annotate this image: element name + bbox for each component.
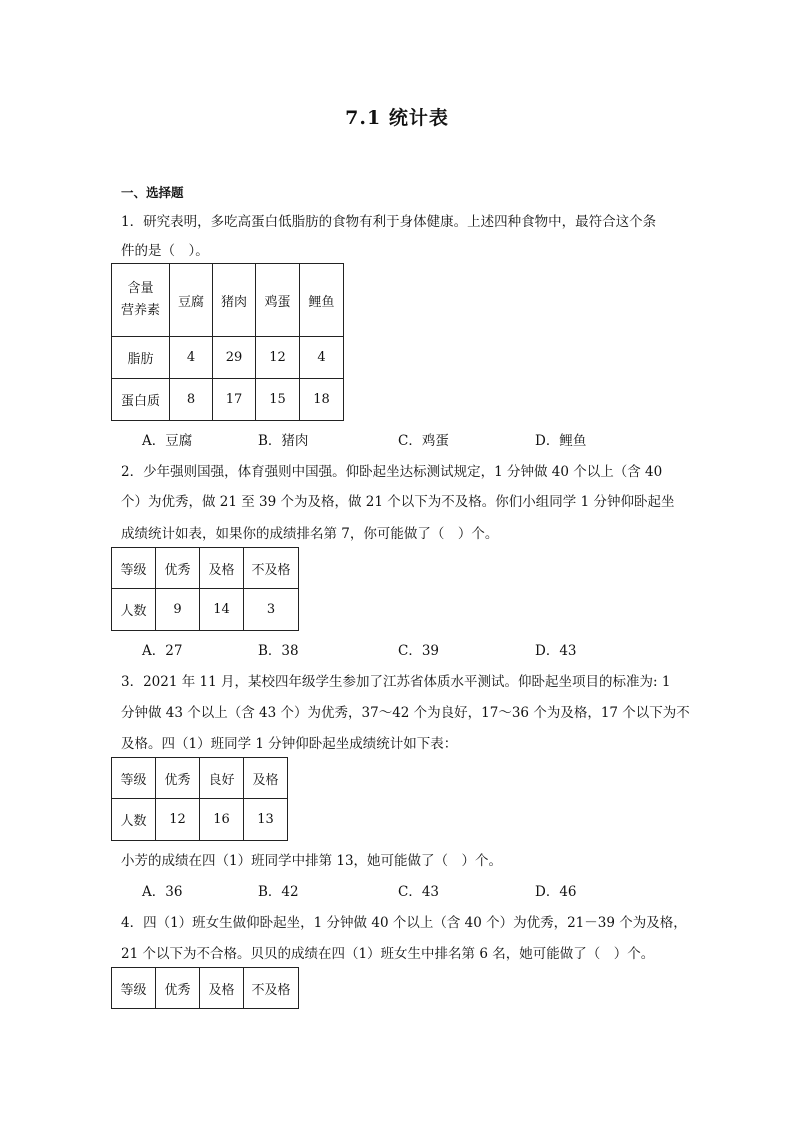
option-b[interactable]: B．38	[258, 643, 299, 659]
option-a[interactable]: A．27	[142, 643, 183, 659]
section-heading: 一、选择题	[121, 185, 184, 200]
table-header-cell: 良好	[200, 758, 244, 799]
q2-text-line-2: 个）为优秀，做 21 至 39 个为及格，做 21 个以下为不及格。你们小组同学 1 分钟仰卧起坐	[121, 494, 675, 510]
table-cell: 12	[256, 337, 300, 379]
q3-text-after-table: 小芳的成绩在四（1）班同学中排第 13，她可能做了（ ）个。	[121, 853, 503, 869]
option-a[interactable]: A．36	[142, 884, 183, 900]
q2-text-line-1: 2．少年强则国强，体育强则中国强。仰卧起坐达标测试规定，1 分钟做 40 个以上（含 40	[121, 464, 663, 480]
table-cell: 29	[213, 337, 256, 379]
table-cell: 18	[300, 379, 344, 421]
row-label: 蛋白质	[112, 379, 170, 421]
row-label: 脂肪	[112, 337, 170, 379]
option-c[interactable]: C．39	[398, 643, 440, 659]
q1-text-line-1: 1．研究表明，多吃高蛋白低脂肪的食物有利于身体健康。上述四种食物中，最符合这个条	[121, 214, 657, 230]
option-a[interactable]: A．豆腐	[142, 433, 193, 449]
row-label: 人数	[112, 589, 156, 631]
q3-text-line-1: 3．2021 年 11 月，某校四年级学生参加了江苏省体质水平测试。仰卧起坐项目的标准为: 1	[121, 674, 671, 690]
table-cell: 12	[156, 799, 200, 841]
option-c[interactable]: C．鸡蛋	[398, 433, 449, 449]
table-cell: 13	[244, 799, 288, 841]
table-header-cell: 猪肉	[213, 264, 256, 337]
table-cell: 9	[156, 589, 200, 631]
table-header-cell: 等级	[112, 548, 156, 589]
q2-grade-table	[111, 547, 299, 631]
q3-grade-table	[111, 757, 288, 841]
q1-text-line-2: 件的是（ ）。	[121, 243, 209, 259]
option-b[interactable]: B．42	[258, 884, 299, 900]
table-cell: 8	[170, 379, 213, 421]
table-header-cell: 优秀	[156, 968, 200, 1009]
table-row	[112, 589, 299, 631]
table-cell: 16	[200, 799, 244, 841]
table-cell: 17	[213, 379, 256, 421]
table-cell: 4	[300, 337, 344, 379]
table-header-cell: 豆腐	[170, 264, 213, 337]
table-cell: 15	[256, 379, 300, 421]
page-title: 7.1 统计表	[345, 107, 449, 129]
table-header-cell: 不及格	[244, 548, 299, 589]
table-header-cell: 等级	[112, 968, 156, 1009]
option-d[interactable]: D．鲤鱼	[535, 433, 587, 449]
table-header-cell: 鲤鱼	[300, 264, 344, 337]
q2-text-line-3: 成绩统计如表，如果你的成绩排名第 7，你可能做了（ ）个。	[121, 526, 499, 542]
table-header-cell: 及格	[244, 758, 288, 799]
q4-text-line-2: 21 个以下为不合格。贝贝的成绩在四（1）班女生中排名第 6 名，她可能做了（ ）个。	[121, 946, 655, 962]
q3-text-line-3: 及格。四（1）班同学 1 分钟仰卧起坐成绩统计如下表：	[121, 736, 458, 752]
q4-grade-table	[111, 967, 299, 1009]
option-d[interactable]: D．43	[535, 643, 577, 659]
table-header-cell: 及格	[200, 968, 244, 1009]
table-header-cell: 不及格	[244, 968, 299, 1009]
table-header-cell: 优秀	[156, 548, 200, 589]
table-row	[112, 799, 288, 841]
option-b[interactable]: B．猪肉	[258, 433, 309, 449]
row-label: 人数	[112, 799, 156, 841]
table-header-cell: 鸡蛋	[256, 264, 300, 337]
q1-nutrition-table	[111, 263, 344, 421]
option-c[interactable]: C．43	[398, 884, 440, 900]
table-header-cell: 及格	[200, 548, 244, 589]
table-header-cell: 等级	[112, 758, 156, 799]
table-cell: 14	[200, 589, 244, 631]
table-row	[112, 379, 344, 421]
q3-text-line-2: 分钟做 43 个以上（含 43 个）为优秀，37～42 个为良好，17～36 个为及格，17 个以下为不	[121, 705, 690, 721]
table-row	[112, 337, 344, 379]
table-header-cell: 优秀	[156, 758, 200, 799]
corner-top-label: 含量	[127, 281, 154, 296]
table-corner-cell	[112, 264, 170, 337]
table-cell: 4	[170, 337, 213, 379]
q4-text-line-1: 4．四（1）班女生做仰卧起坐，1 分钟做 40 个以上（含 40 个）为优秀，21－39 个为及格，	[121, 915, 687, 931]
corner-bottom-label: 营养素	[120, 303, 160, 318]
table-cell: 3	[244, 589, 299, 631]
option-d[interactable]: D．46	[535, 884, 577, 900]
